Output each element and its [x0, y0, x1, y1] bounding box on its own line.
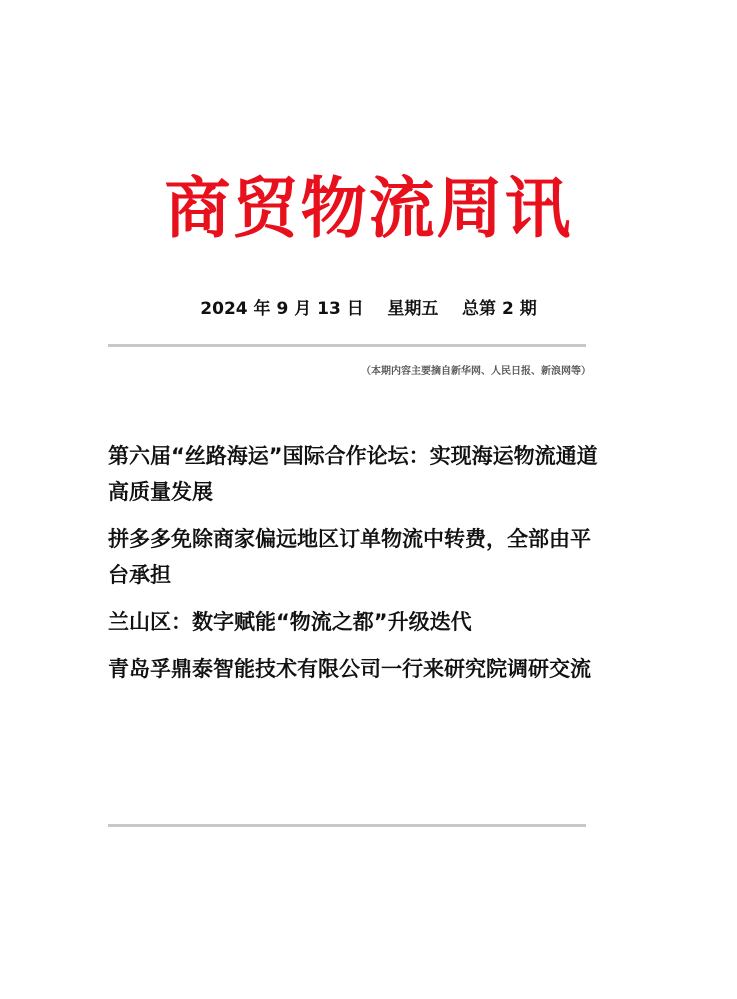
- headline-item[interactable]: 青岛孚鼎泰智能技术有限公司一行来研究院调研交流: [108, 657, 591, 681]
- masthead-title: 商贸物流周讯: [164, 169, 573, 247]
- bottom-divider: [108, 824, 586, 827]
- issue-date-line: 2024 年 9 月 13 日 星期五 总第 2 期: [200, 299, 537, 319]
- headline-item[interactable]: 拼多多免除商家偏远地区订单物流中转费，全部由平台承担: [108, 527, 591, 587]
- headline-list: [108, 438, 608, 698]
- headline-item[interactable]: 兰山区：数字赋能“物流之都”升级迭代: [108, 610, 472, 634]
- top-divider: [108, 344, 586, 347]
- source-note: （本期内容主要摘自新华网、人民日报、新浪网等）: [361, 366, 591, 377]
- headline-item[interactable]: 第六届“丝路海运”国际合作论坛：实现海运物流通道高质量发展: [108, 444, 598, 504]
